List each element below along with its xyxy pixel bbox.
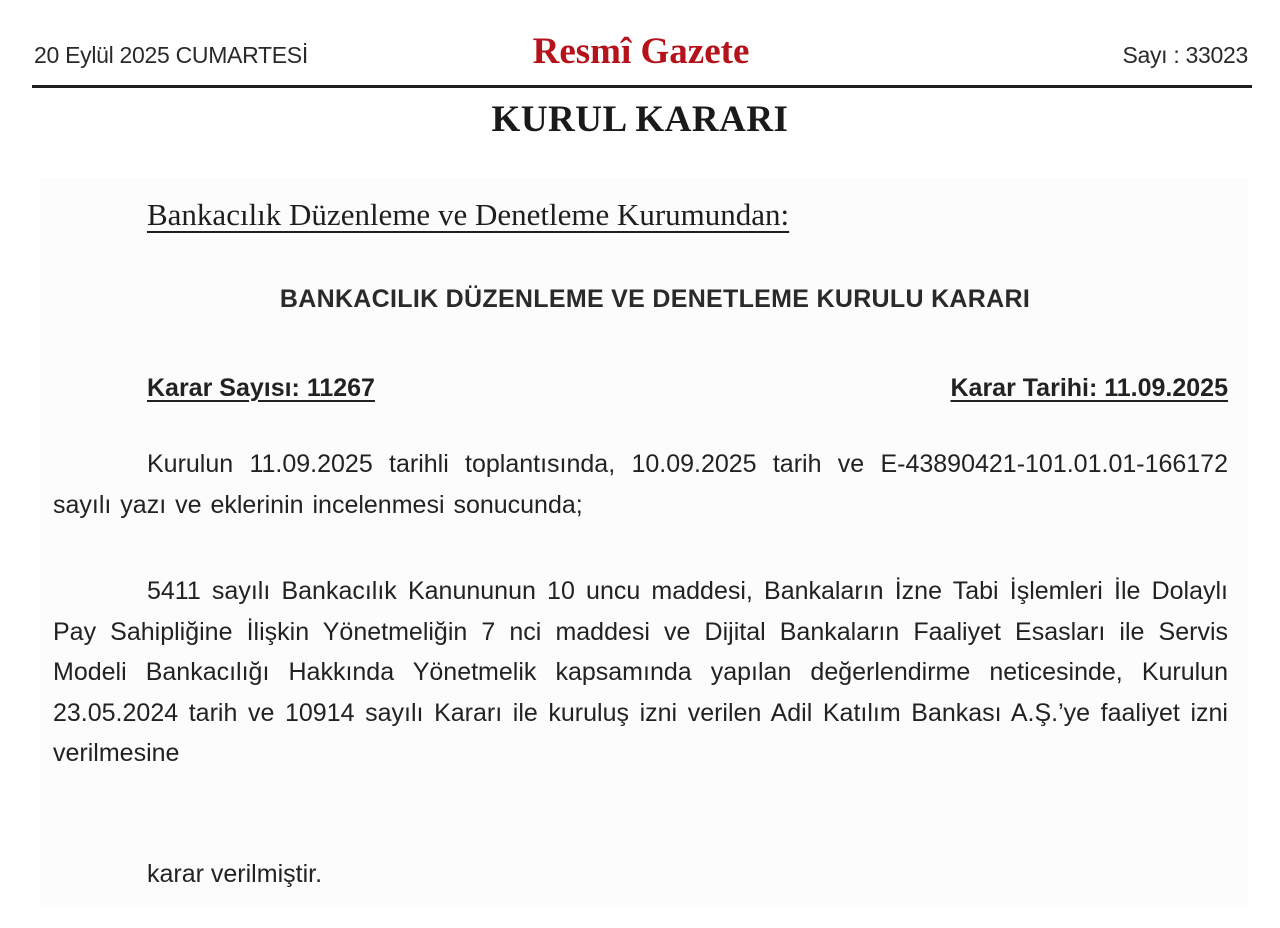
- paragraph-2: [53, 571, 1228, 774]
- section-title: KURUL KARARI: [491, 99, 789, 140]
- paragraph-text: 5411 sayılı Bankacılık Kanununun 10 uncu maddesi, Bankaların İzne Tabi İşlemleri İle Dolaylı Pay Sahipliğine İlişkin Yönetmeliğin 7 nci maddesi ve Dijital Bankaların Faaliyet Esasları ile Servis Modeli Bankacılığı Hakkında Yönetmelik kapsamında yapılan değerlendirme neticesinde, Kurulun 23.05.2024 tarih ve 10914 sayılı Kararı ile kuruluş izni verilen Adil Katılım Bankası A.Ş.’ye faaliyet izni verilmesine: [53, 577, 1228, 767]
- masthead: [32, 28, 1250, 78]
- issue-number: Sayı : 33023: [1122, 42, 1248, 68]
- publication-date: 20 Eylül 2025 CUMARTESİ: [34, 42, 308, 68]
- decision-date: Karar Tarihi: 11.09.2025: [950, 374, 1228, 402]
- paragraph-1: [53, 444, 1228, 525]
- decision-number: Karar Sayısı: 11267: [147, 374, 375, 402]
- institution-name: Bankacılık Düzenleme ve Denetleme Kurumundan:: [147, 197, 790, 232]
- closing-statement: karar verilmiştir.: [147, 860, 323, 888]
- decision-heading: BANKACILIK DÜZENLEME VE DENETLEME KURULU KARARI: [279, 285, 1031, 313]
- gazette-title: Resmî Gazete: [532, 31, 750, 72]
- paragraph-text: Kurulun 11.09.2025 tarihli toplantısında, 10.09.2025 tarih ve E-43890421-101.01.01-166172 sayılı yazı ve eklerinin incelenmesi sonucunda;: [53, 450, 1228, 519]
- masthead-divider: [32, 85, 1252, 88]
